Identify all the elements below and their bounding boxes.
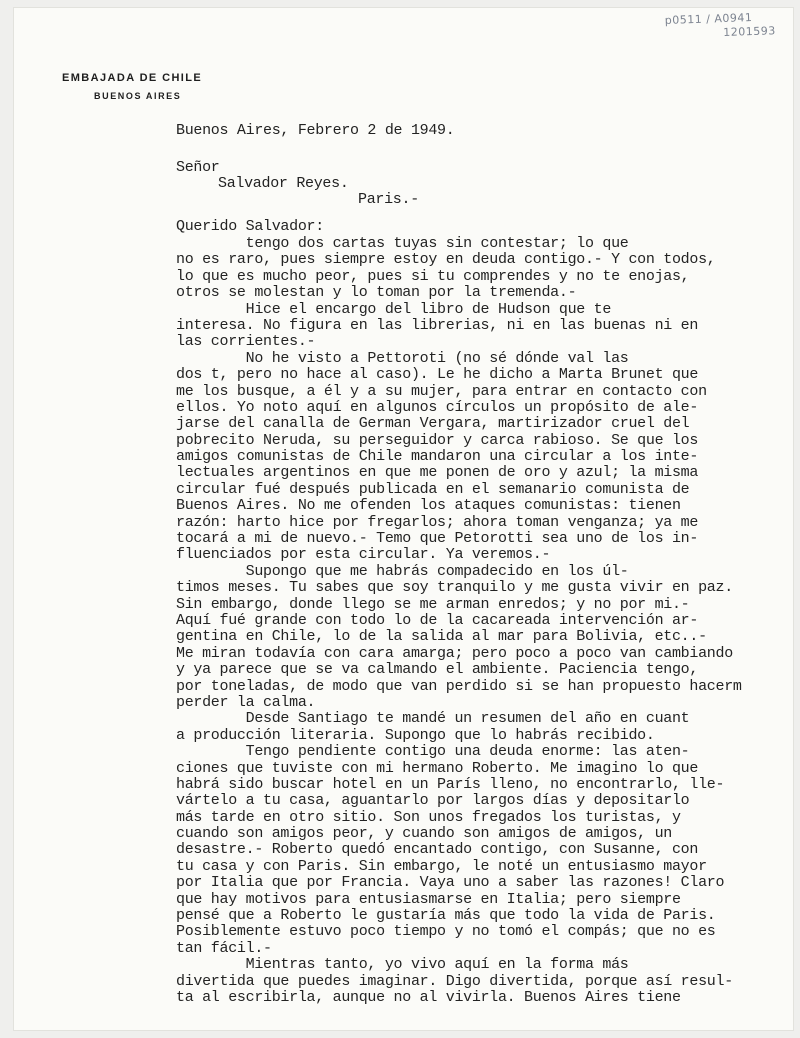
body-line: tengo dos cartas tuyas sin contestar; lo que [176, 235, 629, 252]
body-line: las corrientes.- [176, 333, 316, 351]
body-line: razón: harto hice por fregarlos; ahora toman venganza; ya me [176, 513, 699, 531]
body-line: interesa. No figura en las librerias, ni en las buenas ni en [176, 316, 699, 334]
body-line: fluenciados por esta circular. Ya veremos.- [176, 546, 551, 564]
body-line: circular fué después publicada en el semanario comunista de [176, 480, 690, 498]
body-line: lectuales argentinos en que me ponen de oro y azul; la misma [176, 464, 699, 482]
body-line: pobrecito Neruda, su perseguidor y carca rabioso. Se que los [176, 431, 699, 449]
body-line: Buenos Aires. No me ofenden los ataques comunistas: tienen [176, 497, 681, 515]
body-line: Tengo pendiente contigo una deuda enorme: las aten- [176, 743, 690, 761]
body-line: dos t, pero no hace al caso). Le he dicho a Marta Brunet que [176, 366, 699, 384]
letterhead [62, 72, 202, 101]
body-line: perder la calma. [176, 693, 316, 711]
recipient-name: Salvador Reyes. [218, 175, 349, 192]
body-line: pensé que a Roberto le gustaría más que todo la vida de Paris. [176, 907, 716, 925]
archive-annotation [665, 10, 784, 42]
annotation-line-1: p0511 / A0941 [664, 11, 753, 28]
body-line: Sin embargo, donde llego se me arman enredos; y no por mi.- [176, 595, 690, 613]
body-line: gentina en Chile, lo de la salida al mar para Bolivia, etc..- [176, 628, 707, 646]
body-line: habrá sido buscar hotel en un París lleno, no encontrarlo, lle- [176, 775, 725, 793]
body-line: Me miran todavía con cara amarga; pero poco a poco van cambiando [176, 644, 733, 662]
body-line: divertida que puedes imaginar. Digo divertida, porque así resul- [176, 972, 733, 990]
body-line: Hice el encargo del libro de Hudson que te [176, 300, 612, 318]
body-line: lo que es mucho peor, pues si tu comprendes y no te enojas, [176, 267, 690, 285]
recipient-place: Paris.- [358, 191, 419, 208]
body-line: que hay motivos para entusiasmarse en Italia; pero siempre [176, 890, 681, 908]
body-line: No he visto a Pettoroti (no sé dónde val las [176, 349, 629, 367]
body-line: Mientras tanto, yo vivo aquí en la forma más [176, 956, 629, 974]
body-line: por Italia que por Francia. Vaya uno a saber las razones! Claro [176, 874, 725, 892]
recipient-title: Señor [176, 159, 220, 176]
letter-body [176, 236, 786, 1006]
body-line: no es raro, pues siempre estoy en deuda contigo.- Y con todos, [176, 251, 716, 269]
body-line: amigos comunistas de Chile mandaron una circular a los inte- [176, 448, 699, 466]
body-line: y ya parece que se va calmando el ambiente. Paciencia tengo, [176, 661, 699, 679]
date-line: Buenos Aires, Febrero 2 de 1949. [176, 122, 455, 139]
body-line: ciones que tuviste con mi hermano Roberto. Me imagino lo que [176, 759, 699, 777]
body-line: timos meses. Tu sabes que soy tranquilo y me gusta vivir en paz. [176, 579, 733, 597]
body-line: cuando son amigos peor, y cuando son amigos de amigos, un [176, 825, 672, 843]
body-line: a producción literaria. Supongo que lo habrás recibido. [176, 726, 655, 744]
body-line: vártelo a tu casa, aguantarlo por largos días y depositarlo [176, 792, 690, 810]
letterhead-city: BUENOS AIRES [94, 91, 182, 101]
body-line: Posiblemente estuvo poco tiempo y no tomó el compás; que no es [176, 923, 716, 941]
body-line: más tarde en otro sitio. Son unos fregados los turistas, y [176, 808, 681, 826]
body-line: jarse del canalla de German Vergara, martirizador cruel del [176, 415, 690, 433]
greeting: Querido Salvador: [176, 218, 324, 235]
body-line: tocará a mi de nuevo.- Temo que Petorotti sea uno de los in- [176, 530, 699, 548]
body-line: ellos. Yo noto aquí en algunos círculos un propósito de ale- [176, 398, 699, 416]
body-line: ta al escribirla, aunque no al vivirla. Buenos Aires tiene [176, 988, 681, 1006]
body-line: me los busque, a él y a su mujer, para entrar en contacto con [176, 382, 707, 400]
body-line: Supongo que me habrás compadecido en los úl- [176, 562, 629, 580]
body-line: desastre.- Roberto quedó encantado contigo, con Susanne, con [176, 841, 699, 859]
body-line: por toneladas, de modo que van perdido si se han propuesto hacerm [176, 677, 742, 695]
body-line: otros se molestan y lo toman por la tremenda.- [176, 284, 577, 302]
annotation-line-2: 1201593 [723, 24, 776, 40]
body-line: Aquí fué grande con todo lo de la cacareada intervención ar- [176, 611, 699, 629]
letterhead-organization: EMBAJADA DE CHILE [62, 72, 203, 84]
body-line: tan fácil.- [176, 939, 272, 957]
body-line: tu casa y con Paris. Sin embargo, le noté un entusiasmo mayor [176, 857, 707, 875]
body-line: Desde Santiago te mandé un resumen del año en cuant [176, 710, 690, 728]
